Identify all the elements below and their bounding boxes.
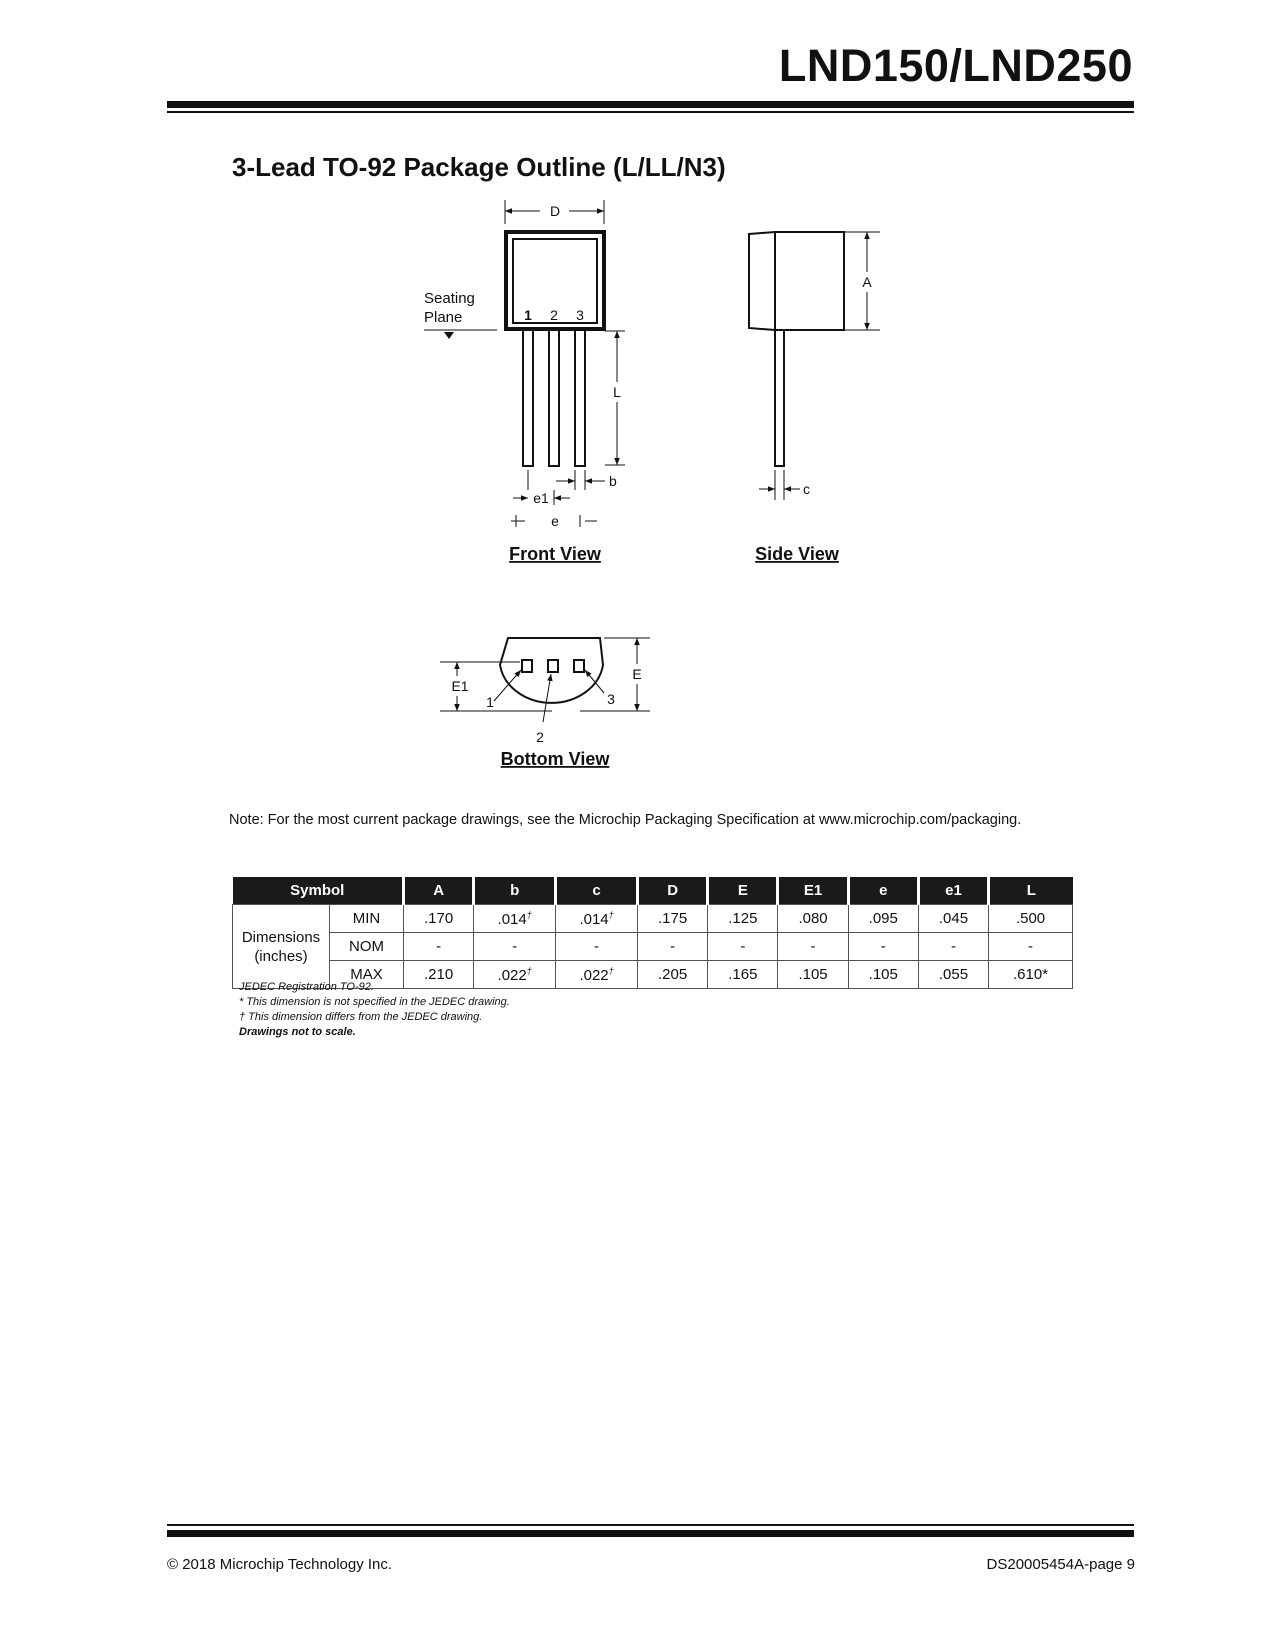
row-label: NOM	[330, 933, 404, 961]
table-cell	[848, 933, 918, 961]
front-view-label: Front View	[509, 544, 601, 564]
col-header-D: D	[638, 877, 708, 905]
bottom-view-drawing	[440, 638, 650, 769]
cell-value: .022	[497, 966, 527, 984]
col-header-c: c	[556, 877, 638, 905]
cell-value: .095	[868, 910, 898, 927]
cell-value: .105	[798, 966, 828, 983]
cell-value: -	[436, 938, 442, 955]
footer-rule-thick	[167, 1530, 1134, 1537]
cell-value: .500	[1015, 910, 1046, 927]
dim-c-label: c	[803, 481, 810, 497]
table-cell	[474, 933, 556, 961]
table-cell	[989, 905, 1073, 933]
cell-value: -	[740, 938, 746, 955]
table-cell	[556, 933, 638, 961]
lead-1	[523, 329, 533, 466]
group-label-line-1: Dimensions	[241, 928, 321, 946]
col-header-E1: E1	[778, 877, 848, 905]
pin-1-label: 1	[524, 307, 532, 323]
cell-value: .014	[579, 910, 609, 928]
dim-e1-label: e1	[533, 490, 549, 506]
cell-value: .014	[497, 910, 527, 928]
cell-value: -	[594, 938, 600, 955]
cell-value: .080	[798, 910, 828, 927]
footer-rule-thin	[167, 1524, 1134, 1526]
dagger-mark: †	[526, 909, 532, 920]
cell-value: .022	[579, 966, 609, 984]
cell-value: -	[950, 938, 956, 955]
table-cell	[778, 961, 848, 989]
dimensions-table	[232, 877, 1073, 989]
dagger-mark: †	[526, 965, 532, 976]
table-cell	[848, 961, 918, 989]
table-cell	[474, 905, 556, 933]
table-cell	[474, 961, 556, 989]
cell-value: -	[880, 938, 886, 955]
col-header-e: e	[848, 877, 918, 905]
table-cell	[989, 933, 1073, 961]
cell-value: -	[670, 938, 676, 955]
footer-page-number: DS20005454A-page 9	[986, 1556, 1135, 1573]
table-cell	[404, 961, 474, 989]
table-cell	[708, 933, 778, 961]
cell-value: .165	[728, 966, 758, 983]
cell-value: .125	[728, 910, 758, 927]
footnote-star: * This dimension is not specified in the JEDEC drawing.	[239, 996, 510, 1008]
footer-copyright: © 2018 Microchip Technology Inc.	[167, 1556, 393, 1573]
table-cell	[638, 933, 708, 961]
front-view-drawing	[424, 200, 625, 564]
package-outline-title: 3-Lead TO-92 Package Outline (L/LL/N3)	[232, 152, 726, 182]
dimensions-group-label	[233, 905, 330, 989]
symbol-header: Symbol	[233, 877, 404, 905]
bottom-view-label: Bottom View	[500, 749, 610, 769]
cell-value: .055	[938, 966, 969, 983]
package-body-side	[749, 232, 844, 330]
cell-value: .610*	[1013, 966, 1049, 983]
col-header-b: b	[474, 877, 556, 905]
dim-A-label: A	[862, 274, 872, 290]
package-drawing	[0, 0, 1275, 800]
table-cell	[918, 905, 988, 933]
cell-value: .175	[658, 910, 688, 927]
side-view-label: Side View	[755, 544, 839, 564]
table-cell	[708, 961, 778, 989]
table-cell	[778, 905, 848, 933]
dim-E-label: E	[632, 666, 642, 682]
table-header-row	[233, 877, 1073, 905]
dagger-mark: †	[608, 965, 614, 976]
seating-plane-label-2: Plane	[424, 309, 463, 326]
table-cell	[989, 961, 1073, 989]
packaging-note: Note: For the most current package drawings, see the Microchip Packaging Specification at www.microchip.com/packaging.	[229, 812, 1022, 828]
dim-E1-label: E1	[451, 678, 469, 694]
table-row	[233, 905, 1073, 933]
footnote-jedec: JEDEC Registration TO-92.	[239, 981, 374, 993]
table-cell	[404, 933, 474, 961]
cell-value: -	[1028, 938, 1034, 955]
bottom-pin-3-label: 3	[607, 691, 615, 707]
table-cell	[638, 961, 708, 989]
cell-value: .105	[868, 966, 898, 983]
table-cell	[708, 905, 778, 933]
table-cell	[918, 933, 988, 961]
table-cell	[556, 961, 638, 989]
row-label: MIN	[330, 905, 404, 933]
col-header-A: A	[404, 877, 474, 905]
side-view-drawing	[749, 232, 880, 564]
lead-2	[549, 329, 559, 466]
dim-L-label: L	[613, 384, 621, 400]
table-cell	[404, 905, 474, 933]
lead-3	[575, 329, 585, 466]
pin-3-label: 3	[576, 307, 584, 323]
cell-value: .210	[424, 966, 454, 983]
bottom-pin-1-label: 1	[486, 694, 494, 710]
document-title: LND150/LND250	[778, 40, 1133, 91]
table-row	[233, 933, 1073, 961]
col-header-e1: e1	[918, 877, 988, 905]
dim-D-label: D	[549, 203, 561, 219]
seating-plane-label-1: Seating	[424, 290, 475, 307]
footnote-scale: Drawings not to scale.	[239, 1026, 356, 1038]
pin-2-label: 2	[550, 307, 558, 323]
table-cell	[778, 933, 848, 961]
dim-e-label: e	[551, 513, 559, 529]
cell-value: .045	[938, 910, 969, 927]
col-header-L: L	[989, 877, 1073, 905]
footnote-dagger: † This dimension differs from the JEDEC drawing.	[239, 1011, 483, 1023]
dagger-mark: †	[608, 909, 614, 920]
side-lead	[775, 330, 784, 466]
table-cell	[638, 905, 708, 933]
group-label-line-2: (inches)	[254, 947, 308, 965]
table-cell	[918, 961, 988, 989]
cell-value: -	[512, 938, 518, 955]
row-label: MAX	[330, 961, 404, 989]
cell-value: .170	[424, 910, 454, 927]
table-cell	[848, 905, 918, 933]
table-cell	[556, 905, 638, 933]
package-outline-bottom	[500, 638, 603, 703]
bottom-pin-2-label: 2	[536, 729, 544, 745]
cell-value: -	[810, 938, 816, 955]
col-header-E: E	[708, 877, 778, 905]
dim-b-label: b	[609, 473, 617, 489]
cell-value: .205	[658, 966, 688, 983]
